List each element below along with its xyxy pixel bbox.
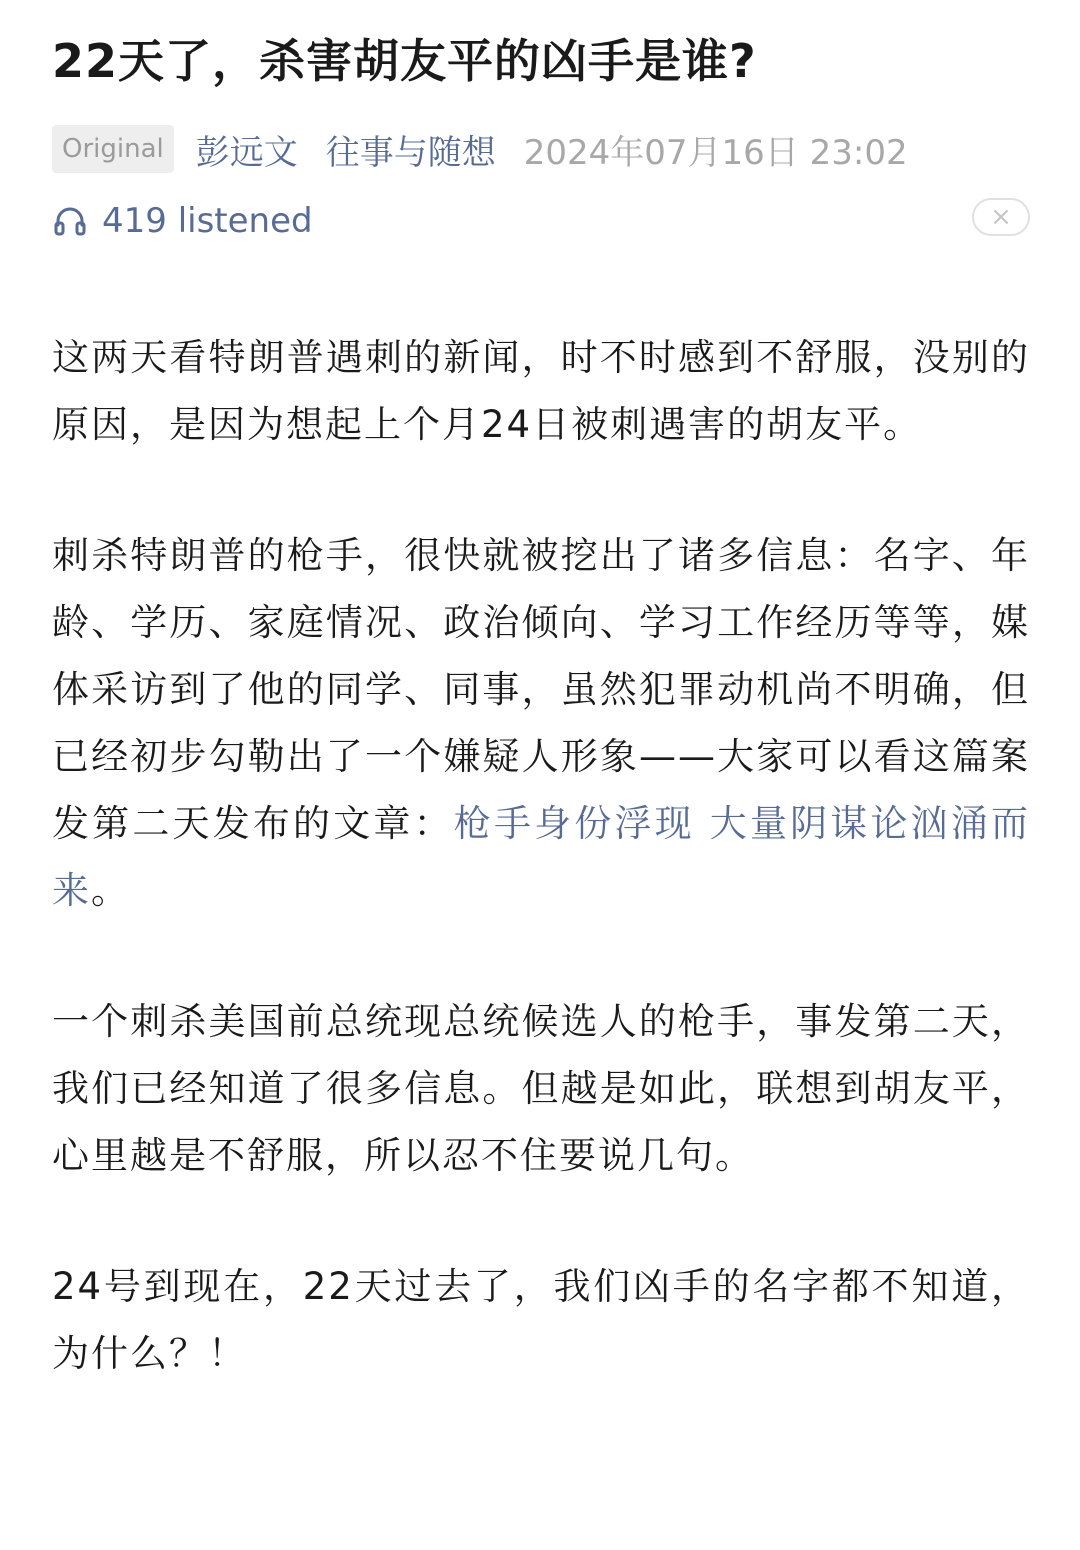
- article-content: [52, 324, 1030, 1387]
- listen-bar[interactable]: [52, 196, 1030, 246]
- original-badge: Original: [52, 125, 174, 173]
- paragraph-1: 这两天看特朗普遇刺的新闻，时不时感到不舒服，没别的原因，是因为想起上个月24日被刺遇害的胡友平。: [52, 336, 1030, 446]
- listen-count: 419 listened: [102, 201, 313, 241]
- paragraph-2-text: 刺杀特朗普的枪手，很快就被挖出了诸多信息：名字、年龄、学历、家庭情况、政治倾向、学习工作经历等等，媒体采访到了他的同学、同事，虽然犯罪动机尚不明确，但已经初步勾勒出了一个嫌疑人形象——大家可以看这篇案发第二天发布的文章：: [52, 534, 1030, 845]
- headphones-icon: [52, 203, 88, 239]
- author-link[interactable]: 彭远文: [195, 132, 298, 173]
- paragraph-2: [52, 522, 1030, 924]
- related-article-link[interactable]: 枪手身份浮现 大量阴谋论汹涌而来: [52, 802, 1030, 912]
- paragraph-4: 24号到现在，22天过去了，我们凶手的名字都不知道，为什么？！: [52, 1265, 1030, 1375]
- article-meta: [52, 124, 1030, 174]
- close-icon: ×: [990, 202, 1012, 232]
- article-title: 22天了，杀害胡友平的凶手是谁?: [52, 34, 757, 88]
- publish-date: 2024年07月16日 23:02: [523, 132, 908, 173]
- account-link[interactable]: 往事与随想: [325, 132, 496, 173]
- paragraph-3: 一个刺杀美国前总统现总统候选人的枪手，事发第二天，我们已经知道了很多信息。但越是如此，联想到胡友平，心里越是不舒服，所以忍不住要说几句。: [52, 1000, 1030, 1177]
- paragraph-2-suffix: 。: [91, 869, 130, 912]
- close-listen-button[interactable]: [972, 198, 1030, 236]
- article: [52, 0, 1030, 1451]
